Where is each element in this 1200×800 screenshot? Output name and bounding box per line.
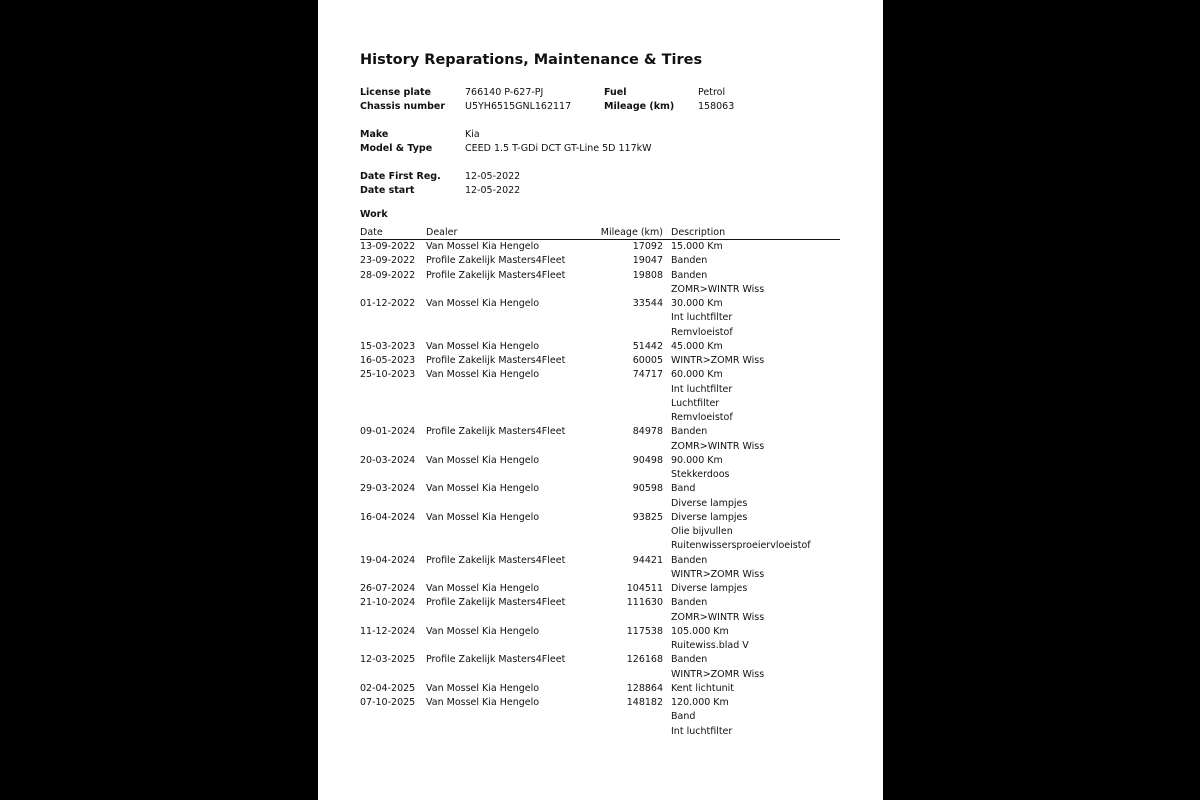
header-description: Description [671, 227, 726, 238]
header-mileage: Mileage (km) [600, 227, 663, 238]
row-description: Diverse lampjes [671, 583, 748, 594]
row-mileage: 51442 [632, 340, 663, 352]
row-dealer: Van Mossel Kia Hengelo [426, 697, 540, 708]
row-dealer: Van Mossel Kia Hengelo [426, 682, 540, 694]
row-mileage: 19047 [632, 255, 663, 267]
document-page [318, 0, 883, 800]
table-row [360, 482, 840, 496]
row-dealer: Profile Zakelijk Masters4Fleet [426, 269, 566, 281]
row-description: Banden [671, 654, 708, 666]
table-row [360, 582, 840, 596]
row-description: Remvloeistof [671, 326, 733, 338]
row-description: Diverse lampjes [671, 497, 748, 509]
model-type-label: Model & Type [360, 143, 433, 154]
row-mileage: 90598 [632, 483, 663, 495]
row-date: 09-01-2024 [360, 426, 416, 438]
date-first-reg-value: 12-05-2022 [465, 171, 521, 182]
row-date: 11-12-2024 [360, 625, 416, 637]
row-date: 29-03-2024 [360, 483, 416, 495]
row-description: 30.000 Km [671, 298, 723, 309]
row-dealer: Profile Zakelijk Masters4Fleet [426, 654, 566, 666]
row-dealer: Van Mossel Kia Hengelo [426, 583, 540, 594]
table-row [360, 454, 840, 468]
row-dealer: Van Mossel Kia Hengelo [426, 340, 540, 352]
table-row [360, 254, 840, 268]
row-mileage: 126168 [626, 654, 663, 666]
row-dealer: Profile Zakelijk Masters4Fleet [426, 554, 566, 566]
row-dealer: Van Mossel Kia Hengelo [426, 454, 540, 466]
row-mileage: 117538 [626, 625, 663, 637]
mileage-label: Mileage (km) [604, 101, 675, 112]
make-label: Make [360, 129, 389, 140]
mileage-value: 158063 [698, 101, 735, 112]
row-description: WINTR>ZOMR Wiss [671, 355, 765, 366]
table-row [360, 653, 840, 667]
header-date: Date [360, 227, 383, 238]
fuel-value: Petrol [698, 87, 726, 98]
table-row [360, 611, 840, 625]
table-row [360, 511, 840, 525]
row-mileage: 33544 [632, 298, 663, 309]
table-row [360, 368, 840, 382]
row-date: 12-03-2025 [360, 654, 416, 666]
table-row [360, 525, 840, 539]
table-row [360, 539, 840, 553]
model-type-value: CEED 1.5 T-GDi DCT GT-Line 5D 117kW [465, 143, 652, 154]
row-date: 16-04-2024 [360, 511, 416, 523]
row-description: Band [671, 483, 696, 495]
row-mileage: 74717 [632, 369, 663, 381]
row-date: 16-05-2023 [360, 355, 416, 366]
make-value: Kia [465, 129, 480, 140]
work-section-label: Work [360, 209, 388, 220]
row-description: Banden [671, 269, 708, 281]
license-plate-label: License plate [360, 87, 432, 98]
table-row [360, 596, 840, 610]
table-row [360, 283, 840, 297]
row-description: Banden [671, 554, 708, 566]
table-row [360, 383, 840, 397]
row-date: 23-09-2022 [360, 255, 416, 267]
row-dealer: Van Mossel Kia Hengelo [426, 298, 540, 309]
table-row [360, 326, 840, 340]
row-mileage: 84978 [632, 426, 663, 438]
table-row [360, 411, 840, 425]
table-row [360, 710, 840, 724]
row-description: WINTR>ZOMR Wiss [671, 668, 765, 680]
row-description: ZOMR>WINTR Wiss [671, 283, 765, 295]
table-row [360, 240, 840, 254]
row-date: 07-10-2025 [360, 697, 416, 708]
table-row [360, 297, 840, 311]
row-description: 15.000 Km [671, 241, 723, 252]
row-mileage: 93825 [632, 511, 663, 523]
table-row [360, 269, 840, 283]
row-mileage: 111630 [626, 597, 663, 609]
row-description: 90.000 Km [671, 454, 723, 466]
row-mileage: 19808 [632, 269, 663, 281]
row-date: 15-03-2023 [360, 340, 416, 352]
table-row [360, 340, 840, 354]
row-dealer: Profile Zakelijk Masters4Fleet [426, 426, 566, 438]
date-start-value: 12-05-2022 [465, 185, 521, 196]
table-row [360, 554, 840, 568]
row-date: 25-10-2023 [360, 369, 416, 381]
license-plate-value: 766140 P-627-PJ [465, 87, 544, 98]
row-dealer: Van Mossel Kia Hengelo [426, 241, 540, 252]
table-row [360, 639, 840, 653]
row-date: 28-09-2022 [360, 269, 416, 281]
table-row [360, 425, 840, 439]
fuel-label: Fuel [604, 87, 627, 98]
header-dealer: Dealer [426, 227, 458, 238]
row-description: Banden [671, 597, 708, 609]
table-row [360, 397, 840, 411]
row-description: Int luchtfilter [671, 312, 733, 324]
row-mileage: 148182 [626, 697, 663, 708]
row-description: Banden [671, 255, 708, 267]
row-date: 19-04-2024 [360, 554, 416, 566]
table-row [360, 497, 840, 511]
row-description: Diverse lampjes [671, 511, 748, 523]
table-row [360, 311, 840, 325]
row-dealer: Van Mossel Kia Hengelo [426, 511, 540, 523]
row-description: 60.000 Km [671, 369, 723, 381]
table-row [360, 568, 840, 582]
chassis-number-label: Chassis number [360, 101, 446, 112]
row-description: ZOMR>WINTR Wiss [671, 611, 765, 623]
row-mileage: 60005 [632, 355, 663, 366]
row-description: Remvloeistof [671, 412, 733, 423]
row-description: 120.000 Km [671, 697, 729, 708]
row-date: 13-09-2022 [360, 241, 416, 252]
row-description: Luchtfilter [671, 397, 720, 409]
row-description: Int luchtfilter [671, 383, 733, 395]
row-description: Ruitenwissersproeiervloeistof [671, 540, 811, 552]
row-description: 45.000 Km [671, 340, 723, 352]
row-date: 21-10-2024 [360, 597, 416, 609]
row-description: Kent lichtunit [671, 682, 735, 694]
table-row [360, 696, 840, 710]
table-row [360, 354, 840, 368]
row-description: WINTR>ZOMR Wiss [671, 568, 765, 580]
row-description: Olie bijvullen [671, 526, 733, 537]
row-description: Stekkerdoos [671, 469, 730, 480]
date-start-label: Date start [360, 185, 415, 196]
row-date: 26-07-2024 [360, 583, 416, 594]
table-row [360, 625, 840, 639]
row-description: Ruitewiss.blad V [671, 640, 749, 651]
row-dealer: Van Mossel Kia Hengelo [426, 483, 540, 495]
row-mileage: 104511 [626, 583, 663, 594]
row-description: ZOMR>WINTR Wiss [671, 440, 765, 452]
row-description: Int luchtfilter [671, 725, 733, 737]
row-mileage: 128864 [626, 682, 663, 694]
row-dealer: Van Mossel Kia Hengelo [426, 625, 540, 637]
table-row [360, 682, 840, 696]
row-dealer: Profile Zakelijk Masters4Fleet [426, 355, 566, 366]
date-first-reg-label: Date First Reg. [360, 171, 441, 182]
row-date: 02-04-2025 [360, 682, 416, 694]
work-table-header [360, 226, 840, 240]
row-mileage: 17092 [632, 241, 663, 252]
row-date: 01-12-2022 [360, 298, 416, 309]
row-dealer: Van Mossel Kia Hengelo [426, 369, 540, 381]
document-title: History Reparations, Maintenance & Tires [360, 52, 703, 68]
row-description: 105.000 Km [671, 625, 729, 637]
row-mileage: 94421 [632, 554, 663, 566]
table-row [360, 725, 840, 739]
table-row [360, 440, 840, 454]
row-description: Banden [671, 426, 708, 438]
row-description: Band [671, 711, 696, 723]
table-row [360, 668, 840, 682]
chassis-number-value: U5YH6515GNL162117 [465, 101, 572, 112]
row-date: 20-03-2024 [360, 454, 416, 466]
row-mileage: 90498 [632, 454, 663, 466]
row-dealer: Profile Zakelijk Masters4Fleet [426, 255, 566, 267]
work-table-body [360, 240, 840, 739]
row-dealer: Profile Zakelijk Masters4Fleet [426, 597, 566, 609]
table-row [360, 468, 840, 482]
